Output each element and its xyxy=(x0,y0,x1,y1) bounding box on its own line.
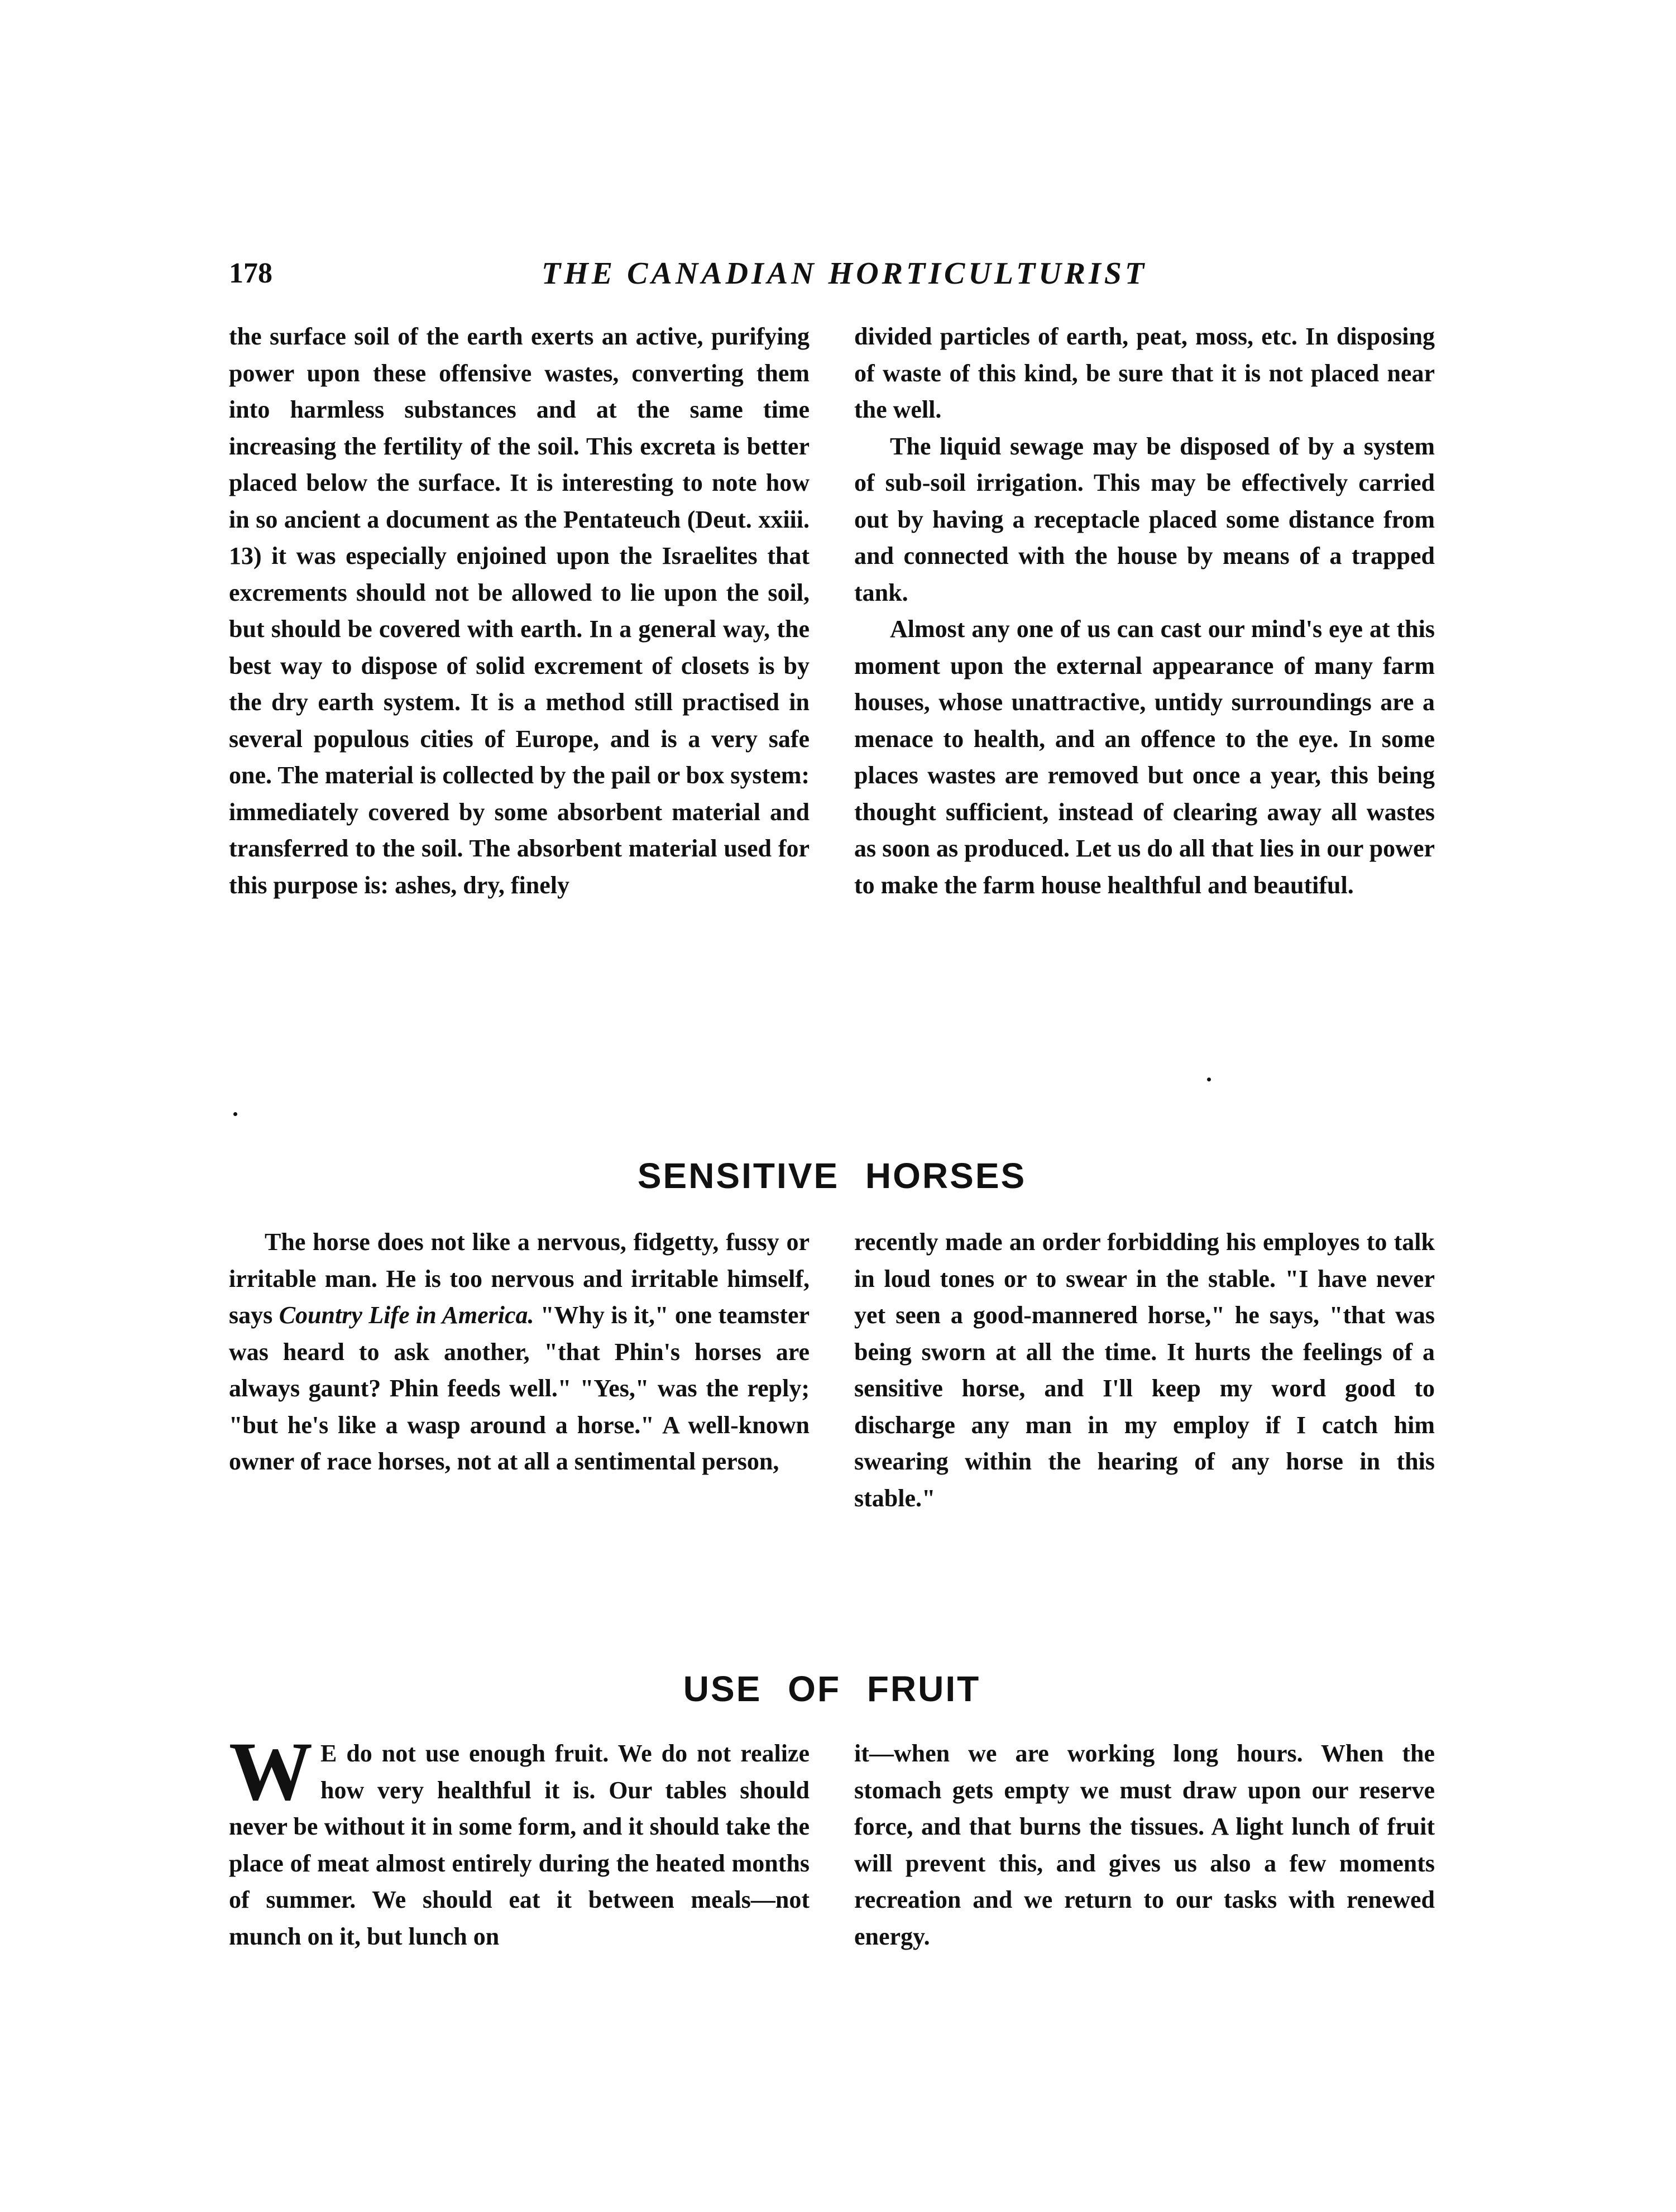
article-2-left-column xyxy=(229,1224,810,1480)
source-citation: Country Life in America. xyxy=(279,1301,534,1329)
paragraph xyxy=(229,1224,810,1480)
print-speck xyxy=(233,1112,237,1116)
article-1-left-column xyxy=(229,318,810,903)
paragraph: The liquid sewage may be disposed of by a system of sub-soil irrigation. This may be effectively carried out by having a receptacle placed some distance from and connected with the house by means of a trapped tank. xyxy=(854,432,1435,606)
article-3-left-column xyxy=(229,1725,810,1955)
print-speck xyxy=(1207,1078,1211,1081)
section-heading-sensitive-horses: SENSITIVE HORSES xyxy=(637,1156,1027,1196)
paragraph: divided particles of earth, peat, moss, etc. In disposing of waste of this kind, be sure that it is not placed near the well. xyxy=(854,323,1435,423)
section-heading-use-of-fruit: USE OF FRUIT xyxy=(683,1669,981,1709)
article-3-right-column xyxy=(854,1735,1435,1955)
text-run: "Why is it," one teamster was heard to ask another, "that Phin's horses are always gaunt? Phin feeds well." "Yes," was the reply; "but he's like a wasp around a horse." A well-known owner of race horses, not at all a sentimental person, xyxy=(229,1301,810,1475)
article-1-right-column xyxy=(854,318,1435,903)
page-number: 178 xyxy=(229,257,272,289)
text-run: The horse does not like a nervous, fidgetty, fussy or irritable man. He is too nervous and irritable himself, says xyxy=(229,1228,810,1329)
paragraph xyxy=(229,1725,810,1955)
paragraph: it—when we are working long hours. When the stomach gets empty we must draw upon our reserve force, and that burns the tissues. A light lunch of fruit will prevent this, and gives us also a few moments recreation and we return to our tasks with renewed energy. xyxy=(854,1740,1435,1950)
paragraph: the surface soil of the earth exerts an active, purifying power upon these offensive wastes, converting them into harmless substances and at the same time increasing the fertility of the soil. This excreta is better placed below the surface. It is interesting to note how in so ancient a document as the Pentateuch (Deut. xxiii. 13) it was especially enjoined upon the Israelites that excrements should not be allowed to lie upon the soil, but should be covered with earth. In a general way, the best way to dispose of solid excrement of closets is by the dry earth system. It is a method still practised in several populous cities of Europe, and is a very safe one. The material is collected by the pail or box system: immediately covered by some absorbent material and transferred to the soil. The absorbent material used for this purpose is: ashes, dry, finely xyxy=(229,323,810,899)
text-run: E do not use enough fruit. We do not realize how very healthful it is. Our tables should never be without it in some form, and it should take the place of meat almost entirely during the heated months of summer. We should eat it between meals—not munch on it, but lunch on xyxy=(229,1740,810,1950)
paragraph: recently made an order forbidding his employes to talk in loud tones or to swear in the stable. "I have never yet seen a good-mannered horse," he says, "that was being sworn at all the time. It hurts the feelings of a sensitive horse, and I'll keep my word good to discharge any man in my employ if I catch him swearing within the hearing of any horse in this stable." xyxy=(854,1228,1435,1512)
drop-cap: W xyxy=(229,1725,313,1818)
running-head xyxy=(229,254,1435,293)
journal-title: THE CANADIAN HORTICULTURIST xyxy=(542,256,1148,291)
article-2-right-column xyxy=(854,1224,1435,1516)
paragraph: Almost any one of us can cast our mind's eye at this moment upon the external appearance of many farm houses, whose unattractive, untidy surroundings are a menace to health, and an offence to the eye. In some places wastes are removed but once a year, this being thought sufficient, instead of clearing away all wastes as soon as produced. Let us do all that lies in our power to make the farm house healthful and beautiful. xyxy=(854,615,1435,899)
